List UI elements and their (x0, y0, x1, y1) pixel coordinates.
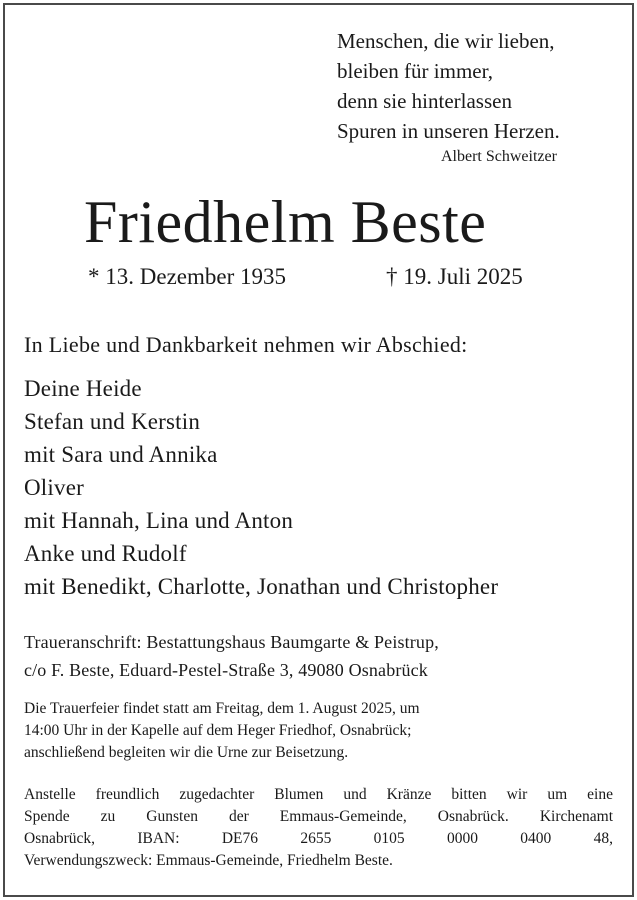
ceremony-line: 14:00 Uhr in der Kapelle auf dem Heger Friedhof, Osnabrück; (24, 722, 412, 739)
mourners-list (24, 372, 498, 603)
quote-line: bleiben für immer, (337, 59, 494, 83)
mourner-line: mit Hannah, Lina und Anton (24, 508, 294, 533)
donation-line: Anstelle freundlich zugedachter Blumen und Kränze bitten wir um eine (24, 786, 613, 803)
farewell-intro: In Liebe und Dankbarkeit nehmen wir Abschied: (24, 332, 468, 357)
quote-line: denn sie hinterlassen (337, 89, 512, 113)
mourner-line: Anke und Rudolf (24, 541, 187, 566)
mourner-line: mit Benedikt, Charlotte, Jonathan und Christopher (24, 574, 499, 599)
death-date: † 19. Juli 2025 (386, 264, 523, 289)
deceased-name: Friedhelm Beste (84, 189, 487, 255)
mourner-line: Oliver (24, 475, 84, 500)
donation-line: Verwendungszweck: Emmaus-Gemeinde, Friedhelm Beste. (24, 852, 393, 869)
memorial-quote (337, 26, 617, 146)
mourning-address (24, 628, 439, 684)
donation-line: Spende zu Gunsten der Emmaus-Gemeinde, Osnabrück. Kirchenamt (24, 808, 613, 825)
quote-author: Albert Schweitzer (441, 148, 557, 165)
address-line: Traueranschrift: Bestattungshaus Baumgarte & Peistrup, (24, 632, 439, 652)
quote-line: Spuren in unseren Herzen. (337, 119, 560, 143)
ceremony-line: Die Trauerfeier findet statt am Freitag, dem 1. August 2025, um (24, 700, 420, 717)
donation-line: Osnabrück, IBAN: DE76 2655 0105 0000 0400 48, (24, 830, 613, 847)
address-line: c/o F. Beste, Eduard-Pestel-Straße 3, 49080 Osnabrück (24, 660, 428, 680)
birth-date: * 13. Dezember 1935 (88, 264, 286, 289)
ceremony-info (24, 698, 420, 764)
mourner-line: Deine Heide (24, 376, 142, 401)
mourner-line: mit Sara und Annika (24, 442, 218, 467)
mourner-line: Stefan und Kerstin (24, 409, 201, 434)
quote-line: Menschen, die wir lieben, (337, 29, 555, 53)
donation-info (24, 784, 613, 872)
ceremony-line: anschließend begleiten wir die Urne zur Beisetzung. (24, 744, 349, 761)
